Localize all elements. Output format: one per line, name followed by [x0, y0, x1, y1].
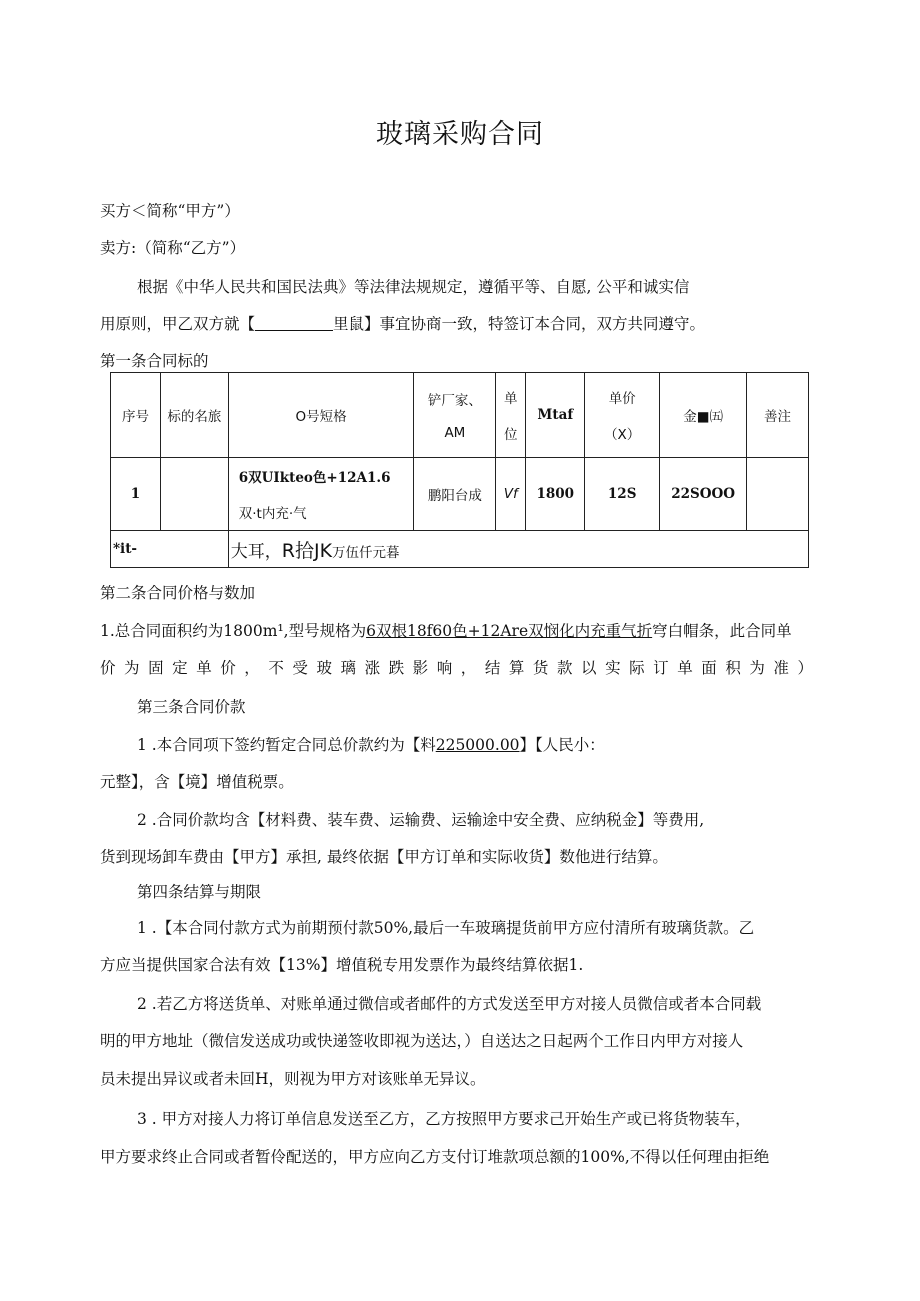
total-label: *it-	[111, 531, 229, 568]
page-title: 玻璃采购合同	[376, 119, 544, 150]
total-text-b: R拾JK	[281, 539, 333, 562]
header-maker-line-2: AM	[444, 425, 466, 441]
total-text-a: 大耳，	[230, 541, 282, 562]
table-total-row	[111, 531, 809, 568]
cell-no: 1	[111, 458, 161, 531]
article-2-heading: 第二条合同价格与数加	[100, 584, 256, 602]
article-2-p1-c: ,型号规格为	[283, 622, 367, 640]
article-2-p1-line-1	[100, 621, 792, 641]
article-4-p3-line-1: 3 . 甲方对接人力将订单信息发送至乙方，乙方按照甲方要求己开始生产或已将货物装车，	[137, 1110, 751, 1128]
header-spec: O号短格	[228, 373, 414, 458]
intro-line-1: 根据《中华人民共和国民法典》等法律法规规定，遵循平等、自愿, 公平和诚实信	[137, 278, 690, 296]
article-4-p2-line-2: 明的甲方地址（微信发送成功或快递签收即视为送达，）自送达之日起两个工作日内甲方对接人	[100, 1032, 744, 1050]
cell-remark	[747, 458, 809, 531]
cell-price: 12S	[585, 458, 660, 531]
seller-line: 卖方:（简称“乙方”）	[100, 239, 246, 257]
total-text-c: 万伍仟元暮	[332, 544, 400, 561]
cell-amount: 22SOOO	[660, 458, 747, 531]
cell-spec	[228, 458, 414, 531]
header-price	[585, 373, 660, 458]
table-row	[111, 458, 809, 531]
header-qty: Mtaf	[526, 373, 585, 458]
article-3-p1-line-2: 元整】，含【境】增值税票。	[100, 773, 294, 791]
intro-line-2	[100, 314, 705, 334]
article-3-heading: 第三条合同价款	[137, 698, 246, 716]
header-price-line-2: （X）	[604, 427, 641, 443]
article-4-heading: 第四条结算与期限	[137, 883, 262, 901]
header-unit-line-2: 位	[504, 427, 518, 443]
intro-line-2-b: 里鼠】事宜协商一致，特签订本合同，双方共同遵守。	[333, 315, 706, 333]
header-unit	[496, 373, 526, 458]
article-3-p1-c: 】【人民小：	[519, 736, 605, 754]
article-4-p2-line-1: 2 .若乙方将送货单、对账单通过微信或者邮件的方式发送至甲方对接人员微信或者本合同载	[137, 995, 762, 1013]
article-1-heading: 第一条合同标的	[100, 352, 209, 370]
header-remark: 善注	[747, 373, 809, 458]
article-2-p1-e: 穹白帽条，此合同单	[652, 622, 792, 640]
article-3-p1-line-1	[137, 735, 605, 755]
article-3-p2-line-1: 2 .合同价款均含【材料费、装车费、运输费、运输途中安全费、应纳税金】等费用,	[137, 811, 705, 829]
header-amount: 金■㈤	[660, 373, 747, 458]
header-price-line-1: 单价	[608, 391, 636, 407]
total-amount-text	[228, 531, 808, 568]
article-2-p1-line-2: 价为固定单价，不受玻璃涨跌影响，结算货款以实际订单面积为准）	[100, 659, 813, 677]
header-maker-line-1: 铲厂家、	[427, 393, 482, 409]
article-4-p3-line-2: 甲方要求终止合同或者暂伶配送的，甲方应向乙方支付订堆款项总额的100%,不得以任何理由拒绝	[100, 1148, 770, 1166]
glass-spec: 6双根18f60色+12Are双悯化内充重气折	[366, 622, 653, 640]
header-unit-line-1: 单	[504, 391, 518, 407]
cell-unit: Vf	[496, 458, 526, 531]
subject-blank	[255, 316, 333, 331]
article-3-p1-a: 1 .本合同项下签约暂定合同总价款约为【料	[137, 736, 436, 754]
contract-subject-table	[110, 372, 809, 568]
article-2-p1-a: 1.总合同面积约为	[100, 622, 224, 640]
article-4-p1-line-1: 1 .【本合同付款方式为前期预付款50%,最后一车玻璃提货前甲方应付清所有玻璃货款。乙	[137, 919, 755, 937]
cell-qty: 1800	[526, 458, 585, 531]
article-4-p1-line-2: 方应当提供国家合法有效【13%】增值税专用发票作为最终结算依据1.	[100, 956, 584, 974]
header-maker	[414, 373, 496, 458]
cell-name	[160, 458, 228, 531]
table-header-row	[111, 373, 809, 458]
article-3-p2-line-2: 货到现场卸车费由【甲方】承担, 最终依据【甲方订单和实际收货】数他进行结算。	[100, 848, 668, 866]
cell-spec-line-1: 6双UIkteo色+12A1.6	[238, 470, 391, 486]
total-price: 225000.00	[435, 736, 520, 754]
cell-maker: 鹏阳台成	[414, 458, 496, 531]
cell-spec-line-2: 双·t内充·气	[238, 506, 307, 522]
header-name: 标的名旅	[160, 373, 228, 458]
header-no: 序号	[111, 373, 161, 458]
buyer-line: 买方＜简称“甲方”）	[100, 202, 240, 220]
intro-line-2-a: 用原则，甲乙双方就【	[100, 315, 256, 333]
total-area: 1800m¹	[223, 622, 284, 640]
article-4-p2-line-3: 员未提出异议或者未回H，则视为甲方对该账单无异议。	[100, 1070, 486, 1088]
